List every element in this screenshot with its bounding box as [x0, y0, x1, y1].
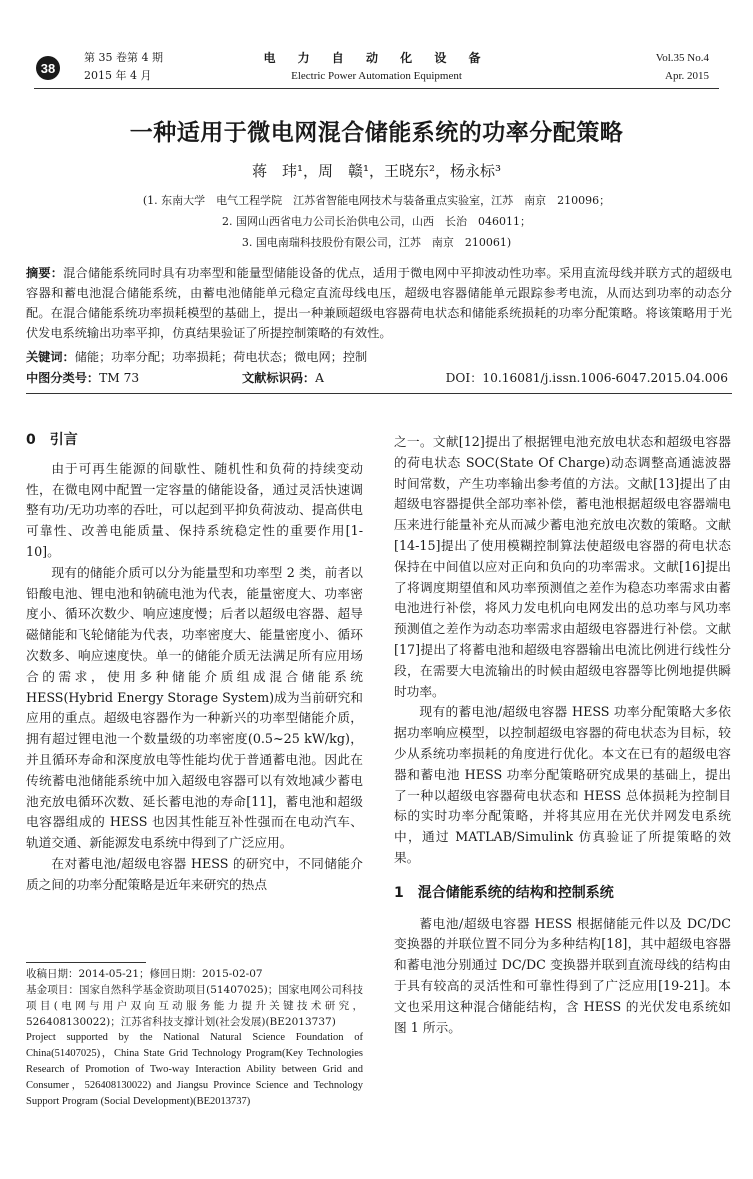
intro-paragraph-1: 由于可再生能源的间歇性、随机性和负荷的持续变动性，在微电网中配置一定容量的储能设备，通过灵活快速调整有功/无功功率的吞吐，可以起到平抑负荷波动、提高供电可靠性、改善电能质量、保持系统稳定性的重要作用[1-10]。 — [26, 460, 363, 559]
author-list: 蒋 玮¹，周 赣¹，王晓东²，杨永标³ — [251, 162, 502, 180]
doc-code-value: A — [315, 371, 324, 385]
left-column — [26, 430, 363, 896]
section-1-paragraph-1: 蓄电池/超级电容器 HESS 根据储能元件以及 DC/DC 变换器的并联位置不同分为多种结构[18]，其中超级电容器和蓄电池分别通过 DC/DC 变换器并联到直流母线的结构由于具有较高的灵活性和可靠性得到了广泛应用[19-21]。本文也采用这种混合储能结构，含 HESS 的光伏发电系统如图 1 所示。 — [394, 915, 731, 1035]
section-1-heading: 1 混合储能系统的结构和控制系统 — [394, 884, 614, 901]
intro-heading: 0 引言 — [26, 432, 78, 448]
doc-code-label: 文献标识码： — [242, 371, 316, 385]
footnote — [26, 966, 363, 1110]
paper-title: 一种适用于微电网混合储能系统的功率分配策略 — [129, 119, 624, 146]
footnote-funding-en: Project supported by the National Natural Science Foundation of China(51407025)，China State Grid Technology Program(Key Technologies Research of Promotion of Two-way Interaction Ability between Grid and Consumer，526408130022) and Jiangsu Province Science and Technology Support Program (Social Development)(BE2013737) — [26, 1032, 363, 1107]
affiliation-1: (1. 东南大学 电气工程学院 江苏省智能电网技术与装备重点实验室，江苏 南京 210096； — [142, 194, 611, 207]
affiliation-3: 3. 国电南瑞科技股份有限公司，江苏 南京 210061) — [241, 236, 512, 249]
keywords — [26, 347, 732, 367]
volume-en: Vol.35 No.4 — [655, 52, 709, 64]
keywords-text: 储能；功率分配；功率损耗；荷电状态；微电网；控制 — [74, 350, 368, 364]
journal-name-en: Electric Power Automation Equipment — [291, 70, 462, 82]
header-divider — [34, 88, 719, 89]
page-number-badge: 38 — [36, 56, 60, 80]
footnote-dates: 收稿日期：2014-05-21；修回日期：2015-02-07 — [26, 968, 263, 980]
abstract — [26, 263, 732, 343]
classification-line — [26, 368, 732, 388]
clc-value: TM 73 — [99, 371, 140, 385]
volume-cn: 第 35 卷第 4 期 — [84, 51, 163, 64]
clc-label: 中图分类号： — [26, 371, 100, 385]
right-paragraph-1: 之一。文献[12]提出了根据锂电池充放电状态和超级电容器的荷电状态 SOC(State Of Charge)动态调整高通滤波器时间常数，产生功率输出参考值的方法。文献[13]提出了由超级电容器提供全部功率补偿，蓄电池根据超级电容器端电压来进行能量补充从而减少蓄电池充放电次数的策略。文献[14-15]提出了使用模糊控制算法使超级电容器的荷电状态保持在中间值以应对正向和负向的功率需求。文献[16]提出了将调度期望值和风功率预测值之差作为稳态功率需求由蓄电池进行补偿，将风力发电机向电网发出的总功率与风功率预测值之差作为动态功率需求由超级电容器进行补偿。文献[17]提出了将蓄电池和超级电容器输出电流比例进行线性分段，在需要大电流输出的时候由超级电容器等比例地提供瞬时功率。 — [394, 434, 731, 699]
doi: DOI：10.16081/j.issn.1006-6047.2015.04.006 — [445, 371, 728, 385]
intro-paragraph-3: 在对蓄电池/超级电容器 HESS 的研究中，不同储能介质之间的功率分配策略是近年来研究的热点 — [26, 855, 363, 892]
header-journal — [0, 49, 753, 85]
date-en: Apr. 2015 — [665, 70, 709, 82]
header-right — [656, 49, 709, 85]
meta-divider — [26, 393, 732, 394]
journal-name-cn: 电 力 自 动 化 设 备 — [263, 51, 490, 65]
footnote-divider — [26, 962, 146, 963]
abstract-label: 摘要： — [26, 266, 64, 280]
footnote-funding-cn: 基金项目：国家自然科学基金资助项目(51407025)；国家电网公司科技项目(电网与用户双向互动服务能力提升关键技术研究，526408130022)；江苏省科技支撑计划(社会发展)(BE2013737) — [26, 984, 363, 1028]
date-cn: 2015 年 4 月 — [84, 69, 152, 82]
document-code — [242, 368, 324, 388]
affiliation-2: 2. 国网山西省电力公司长治供电公司，山西 长治 046011； — [222, 215, 531, 228]
right-column — [394, 432, 731, 1038]
abstract-text: 混合储能系统同时具有功率型和能量型储能设备的优点，适用于微电网中平抑波动性功率。采用直流母线并联方式的超级电容器和蓄电池混合储能系统，由蓄电池储能单元稳定直流母线电压，超级电容器储能单元跟踪参考电流，从而达到功率的动态分配。在混合储能系统功率损耗模型的基础上，提出一种兼顾超级电容器荷电状态和储能系统损耗的功率分配策略。将该策略用于光伏发电系统输出功率平抑，仿真结果验证了所提控制策略的有效性。 — [26, 266, 733, 340]
intro-paragraph-2: 现有的储能介质可以分为能量型和功率型 2 类，前者以铅酸电池、锂电池和钠硫电池为代表，能量密度大、功率密度小、循环次数少、响应速度慢；后者以超级电容器、超导磁储能和飞轮储能为代表，功率密度大、能量密度小、循环次数多、响应速度快。单一的储能介质无法满足所有应用场合的需求，使用多种储能介质组成混合储能系统 HESS(Hybrid Energy Storage System)成为当前研究和应用的重点。超级电容器作为一种新兴的功率型储能介质，拥有超过锂电池一个数量级的功率密度(0.5~25 kW/kg)，并且循环寿命和深度放电等性能均优于普通蓄电池。因此在传统蓄电池储能系统中加入超级电容器可以有效地减少蓄电池充放电循环次数、延长蓄电池的寿命[11]，蓄电池和超级电容器组成的 HESS 也因其性能互补性强而在电动汽车、轨道交通、新能源发电系统中得到了广泛应用。 — [26, 564, 363, 851]
right-paragraph-2: 现有的蓄电池/超级电容器 HESS 功率分配策略大多依据功率响应模型，以控制超级电容器的荷电状态为目标，较少从系统功率损耗的角度进行优化。本文在已有的超级电容器和蓄电池 HESS 功率分配策略研究成果的基础上，提出了一种以超级电容器荷电状态和 HESS 总体损耗为控制目标的实时功率分配策略，并将其应用在光伏并网发电系统中，通过 MATLAB/Simulink 仿真验证了所提策略的效果。 — [394, 704, 731, 865]
keywords-label: 关键词： — [26, 350, 75, 364]
